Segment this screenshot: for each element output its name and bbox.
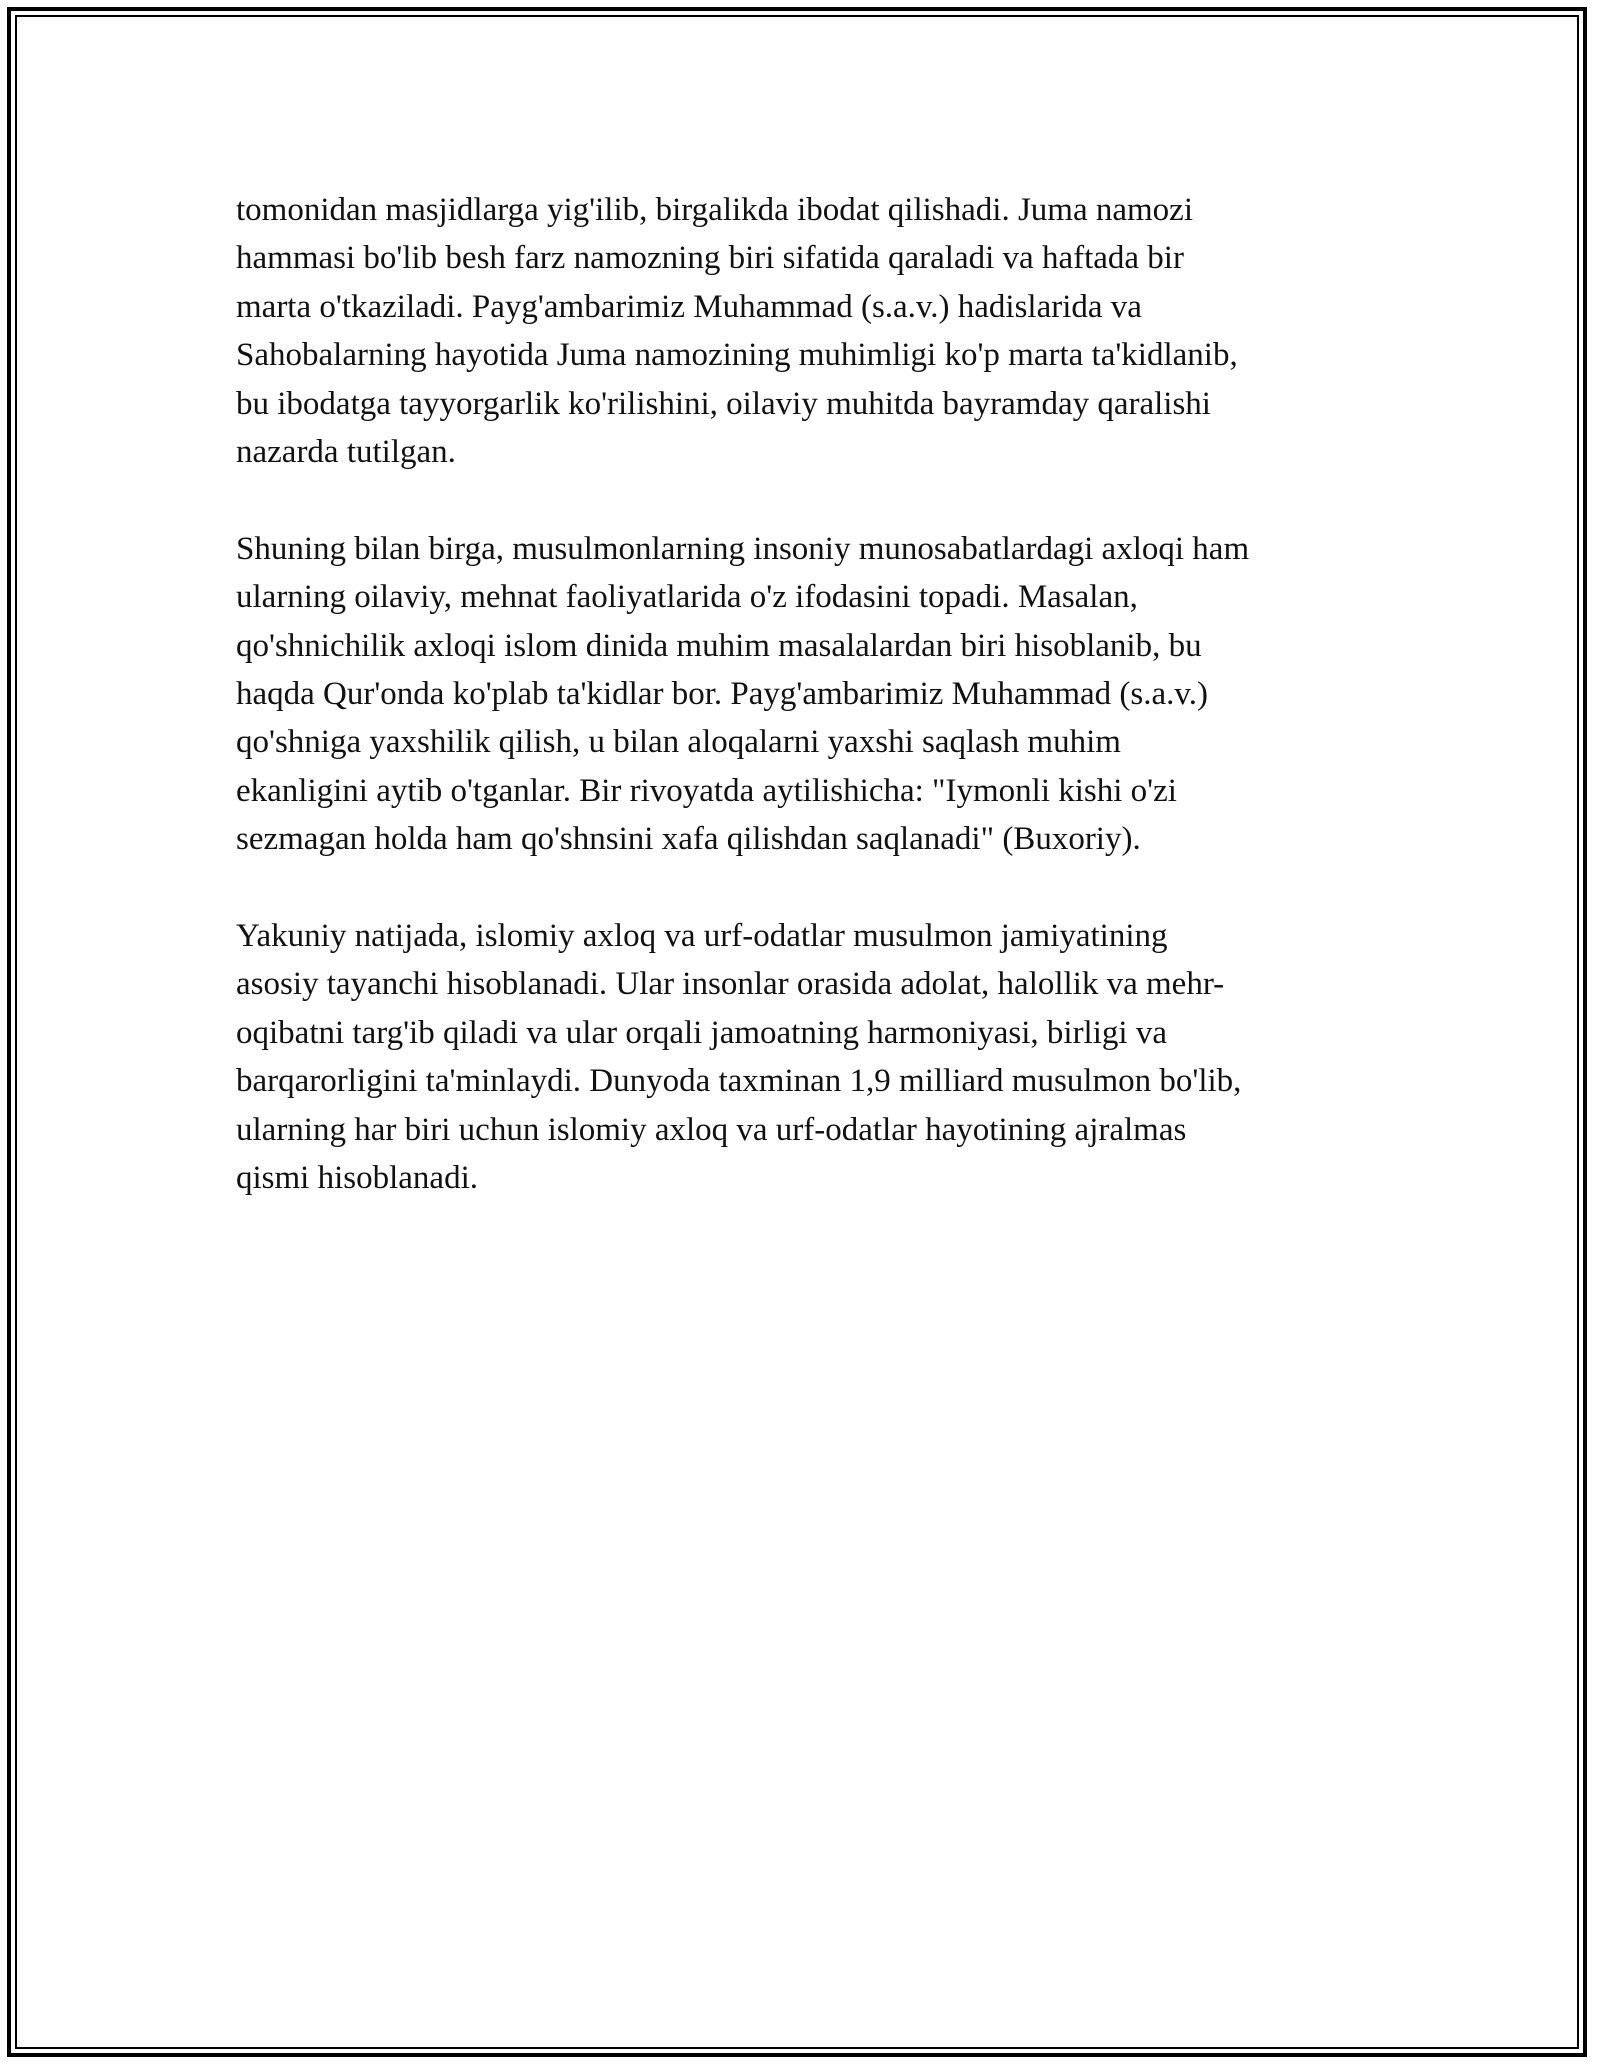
text-line: qo'shniga yaxshilik qilish, u bilan aloqalarni yaxshi saqlash muhim <box>236 724 1121 761</box>
text-line: qo'shnichilik axloqi islom dinida muhim masalalardan biri hisoblanib, bu <box>236 627 1202 664</box>
text-line: bu ibodatga tayyorgarlik ko'rilishini, oilaviy muhitda bayramday qaralishi <box>236 385 1211 422</box>
text-line: Sahobalarning hayotida Juma namozining muhimligi ko'p marta ta'kidlanib, <box>236 337 1238 374</box>
text-line: asosiy tayanchi hisoblanadi. Ular insonlar orasida adolat, halollik va mehr- <box>236 966 1225 1003</box>
text-line: ularning har biri uchun islomiy axloq va urf-odatlar hayotining ajralmas <box>236 1111 1187 1148</box>
text-line: oqibatni targ'ib qiladi va ular orqali jamoatning harmoniyasi, birligi va <box>236 1014 1167 1051</box>
text-line: ekanligini aytib o'tganlar. Bir rivoyatda aytilishicha: "Iymonli kishi o'zi <box>236 772 1177 809</box>
text-line: sezmagan holda ham qo'shnsini xafa qilishdan saqlanadi" (Buxoriy). <box>236 821 1141 858</box>
text-line: barqarorligini ta'minlaydi. Dunyoda taxminan 1,9 milliard musulmon bo'lib, <box>236 1063 1242 1100</box>
text-line: ularning oilaviy, mehnat faoliyatlarida o'z ifodasini topadi. Masalan, <box>236 579 1138 616</box>
document-body <box>236 186 1396 1203</box>
text-line: hammasi bo'lib besh farz namozning biri sifatida qaraladi va haftada bir <box>236 240 1184 277</box>
text-line: haqda Qur'onda ko'plab ta'kidlar bor. Payg'ambarimiz Muhammad (s.a.v.) <box>236 676 1208 713</box>
text-line: nazarda tutilgan. <box>236 434 456 471</box>
text-line: tomonidan masjidlarga yig'ilib, birgalikda ibodat qilishadi. Juma namozi <box>236 192 1193 228</box>
text-line: qismi hisoblanadi. <box>236 1160 478 1197</box>
text-line: Yakuniy natijada, islomiy axloq va urf-odatlar musulmon jamiyatining <box>236 918 1168 955</box>
paragraph-yakuniy-natija <box>236 912 1396 1202</box>
paragraph-qoshnichilik <box>236 525 1396 864</box>
text-line: marta o'tkaziladi. Payg'ambarimiz Muhammad (s.a.v.) hadislarida va <box>236 288 1142 325</box>
paragraph-juma-namozi <box>236 186 1396 476</box>
text-line: Shuning bilan birga, musulmonlarning insoniy munosabatlardagi axloqi ham <box>236 530 1250 567</box>
